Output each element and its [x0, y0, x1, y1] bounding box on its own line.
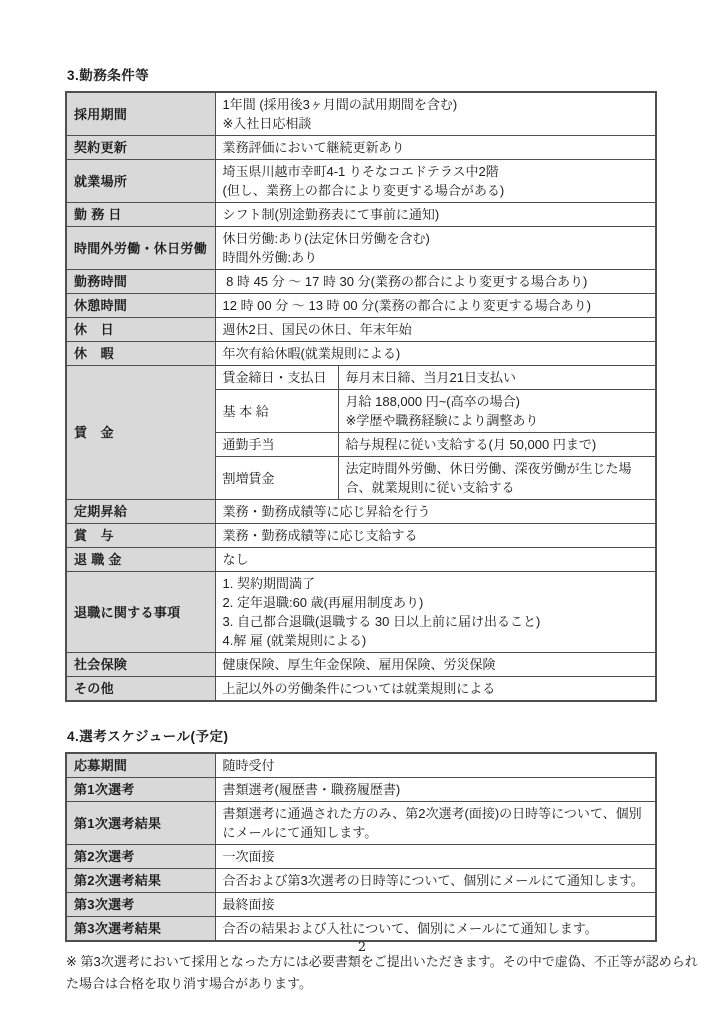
table-row	[66, 227, 656, 270]
value-line: 一次面接	[222, 849, 275, 864]
row-label-cell: 退 職 金	[66, 548, 215, 572]
sub-label-cell: 割増賃金	[215, 457, 338, 500]
row-label-cell: 時間外労働・休日労働	[66, 227, 215, 270]
sub-label-cell: 通勤手当	[215, 433, 338, 457]
value-line: 12 時 00 分 ～ 13 時 00 分(業務の都合により変更する場合あり)	[222, 298, 591, 313]
row-value-cell	[215, 270, 656, 294]
table-row	[66, 677, 656, 702]
value-line: 4.解 雇 (就業規則による)	[222, 633, 367, 648]
selection-schedule-table-body	[66, 753, 656, 941]
value-line: 法定時間外労働、休日労働、深夜労働が生じた場合、就業規則に従い支給する	[345, 461, 632, 495]
table-row	[66, 802, 656, 845]
row-label-cell: 第2次選考結果	[66, 869, 215, 893]
row-label-cell: 応募期間	[66, 753, 215, 778]
row-value-cell	[215, 548, 656, 572]
row-value-cell	[215, 92, 656, 136]
row-value-cell	[215, 653, 656, 677]
row-value-cell	[215, 677, 656, 702]
value-line: (但し、業務上の都合により変更する場合がある)	[222, 183, 505, 198]
value-line: 1. 契約期間満了	[222, 576, 315, 591]
value-line: 1年間 (採用後3ヶ月間の試用期間を含む)	[222, 97, 458, 112]
section4-title: 4.選考スケジュール(予定)	[67, 729, 229, 744]
row-label-cell: 第3次選考結果	[66, 917, 215, 942]
row-value-cell	[215, 500, 656, 524]
value-line: 随時受付	[222, 758, 275, 773]
row-value-cell	[215, 294, 656, 318]
row-value-cell	[215, 893, 656, 917]
table-row	[66, 653, 656, 677]
row-label-cell: 第2次選考	[66, 845, 215, 869]
value-line: 3. 自己都合退職(退職する 30 日以上前に届け出ること)	[222, 614, 541, 629]
value-line: 上記以外の労働条件については就業規則による	[222, 681, 496, 696]
row-label-cell: 契約更新	[66, 136, 215, 160]
section3-title: 3.勤務条件等	[67, 68, 150, 83]
row-label-cell: 退職に関する事項	[66, 572, 215, 653]
value-line: 8 時 45 分 ～ 17 時 30 分(業務の都合により変更する場合あり)	[222, 274, 588, 289]
value-line: 書類選考に通過された方のみ、第2次選考(面接)の日時等について、個別にメールにて通知します。	[222, 806, 642, 840]
row-value-cell	[338, 457, 656, 500]
selection-schedule-table	[65, 752, 657, 942]
value-line: 時間外労働:あり	[222, 250, 318, 265]
row-label-cell: 休憩時間	[66, 294, 215, 318]
value-line: 合否の結果および入社について、個別にメールにて通知します。	[222, 921, 598, 936]
row-value-cell	[215, 342, 656, 366]
row-label-cell: 就業場所	[66, 160, 215, 203]
row-value-cell	[215, 524, 656, 548]
table-row	[66, 136, 656, 160]
working-conditions-table	[65, 91, 657, 702]
table-row	[66, 366, 656, 390]
table-row	[66, 845, 656, 869]
table-row	[66, 92, 656, 136]
value-line: 月給 188,000 円~(高卒の場合)	[345, 394, 520, 409]
value-line: 休日労働:あり(法定休日労働を含む)	[222, 231, 430, 246]
table-row	[66, 753, 656, 778]
sub-label-cell: 基 本 給	[215, 390, 338, 433]
footnote: ※ 第3次選考において採用となった方には必要書類をご提出いただきます。その中で虚偽、不正等が認められた場合は合格を取り消す場合があります。	[66, 954, 698, 991]
row-value-cell	[215, 845, 656, 869]
table-row	[66, 160, 656, 203]
row-label-cell: 休 暇	[66, 342, 215, 366]
table-row	[66, 294, 656, 318]
value-line: ※学歴や職務経験により調整あり	[345, 413, 539, 428]
row-label-cell: 勤務時間	[66, 270, 215, 294]
row-label-cell: 定期昇給	[66, 500, 215, 524]
row-label-cell: 賞 与	[66, 524, 215, 548]
group-label-cell: 賃 金	[66, 366, 215, 500]
table-row	[66, 778, 656, 802]
row-value-cell	[215, 160, 656, 203]
value-line: 毎月末日締、当月21日支払い	[345, 370, 516, 385]
row-value-cell	[338, 390, 656, 433]
row-label-cell: 第1次選考	[66, 778, 215, 802]
value-line: 週休2日、国民の休日、年末年始	[222, 322, 412, 337]
value-line: 年次有給休暇(就業規則による)	[222, 346, 401, 361]
value-line: ※入社日応相談	[222, 116, 312, 131]
row-value-cell	[215, 802, 656, 845]
value-line: シフト制(別途勤務表にて事前に通知)	[222, 207, 440, 222]
value-line: 業務・勤務成績等に応じ支給する	[222, 528, 418, 543]
value-line: なし	[222, 552, 249, 567]
row-label-cell: 社会保険	[66, 653, 215, 677]
page-number: 2	[357, 940, 367, 955]
sub-label-cell: 賃金締日・支払日	[215, 366, 338, 390]
row-value-cell	[215, 203, 656, 227]
table-row	[66, 917, 656, 942]
value-line: 健康保険、厚生年金保険、雇用保険、労災保険	[222, 657, 496, 672]
value-line: 業務・勤務成績等に応じ昇給を行う	[222, 504, 431, 519]
table-row	[66, 500, 656, 524]
value-line: 合否および第3次選考の日時等について、個別にメールにて通知します。	[222, 873, 644, 888]
table-row	[66, 524, 656, 548]
row-value-cell	[215, 136, 656, 160]
row-label-cell: 第1次選考結果	[66, 802, 215, 845]
table-row	[66, 270, 656, 294]
value-line: 埼玉県川越市幸町4-1 りそなコエドテラス中2階	[222, 164, 499, 179]
row-label-cell: 第3次選考	[66, 893, 215, 917]
value-line: 書類選考(履歴書・職務履歴書)	[222, 782, 401, 797]
row-value-cell	[338, 433, 656, 457]
value-line: 業務評価において継続更新あり	[222, 140, 405, 155]
row-value-cell	[215, 572, 656, 653]
value-line: 2. 定年退職:60 歳(再雇用制度あり)	[222, 595, 424, 610]
working-conditions-table-body	[66, 92, 656, 701]
table-row	[66, 572, 656, 653]
row-label-cell: 勤 務 日	[66, 203, 215, 227]
row-label-cell: その他	[66, 677, 215, 702]
row-value-cell	[215, 778, 656, 802]
value-line: 最終面接	[222, 897, 275, 912]
row-value-cell	[215, 753, 656, 778]
row-value-cell	[338, 366, 656, 390]
row-value-cell	[215, 227, 656, 270]
table-row	[66, 342, 656, 366]
value-line: 給与規程に従い支給する(月 50,000 円まで)	[345, 437, 597, 452]
table-row	[66, 203, 656, 227]
row-value-cell	[215, 917, 656, 942]
table-row	[66, 318, 656, 342]
row-value-cell	[215, 869, 656, 893]
row-label-cell: 休 日	[66, 318, 215, 342]
row-value-cell	[215, 318, 656, 342]
table-row	[66, 548, 656, 572]
table-row	[66, 869, 656, 893]
row-label-cell: 採用期間	[66, 92, 215, 136]
table-row	[66, 893, 656, 917]
